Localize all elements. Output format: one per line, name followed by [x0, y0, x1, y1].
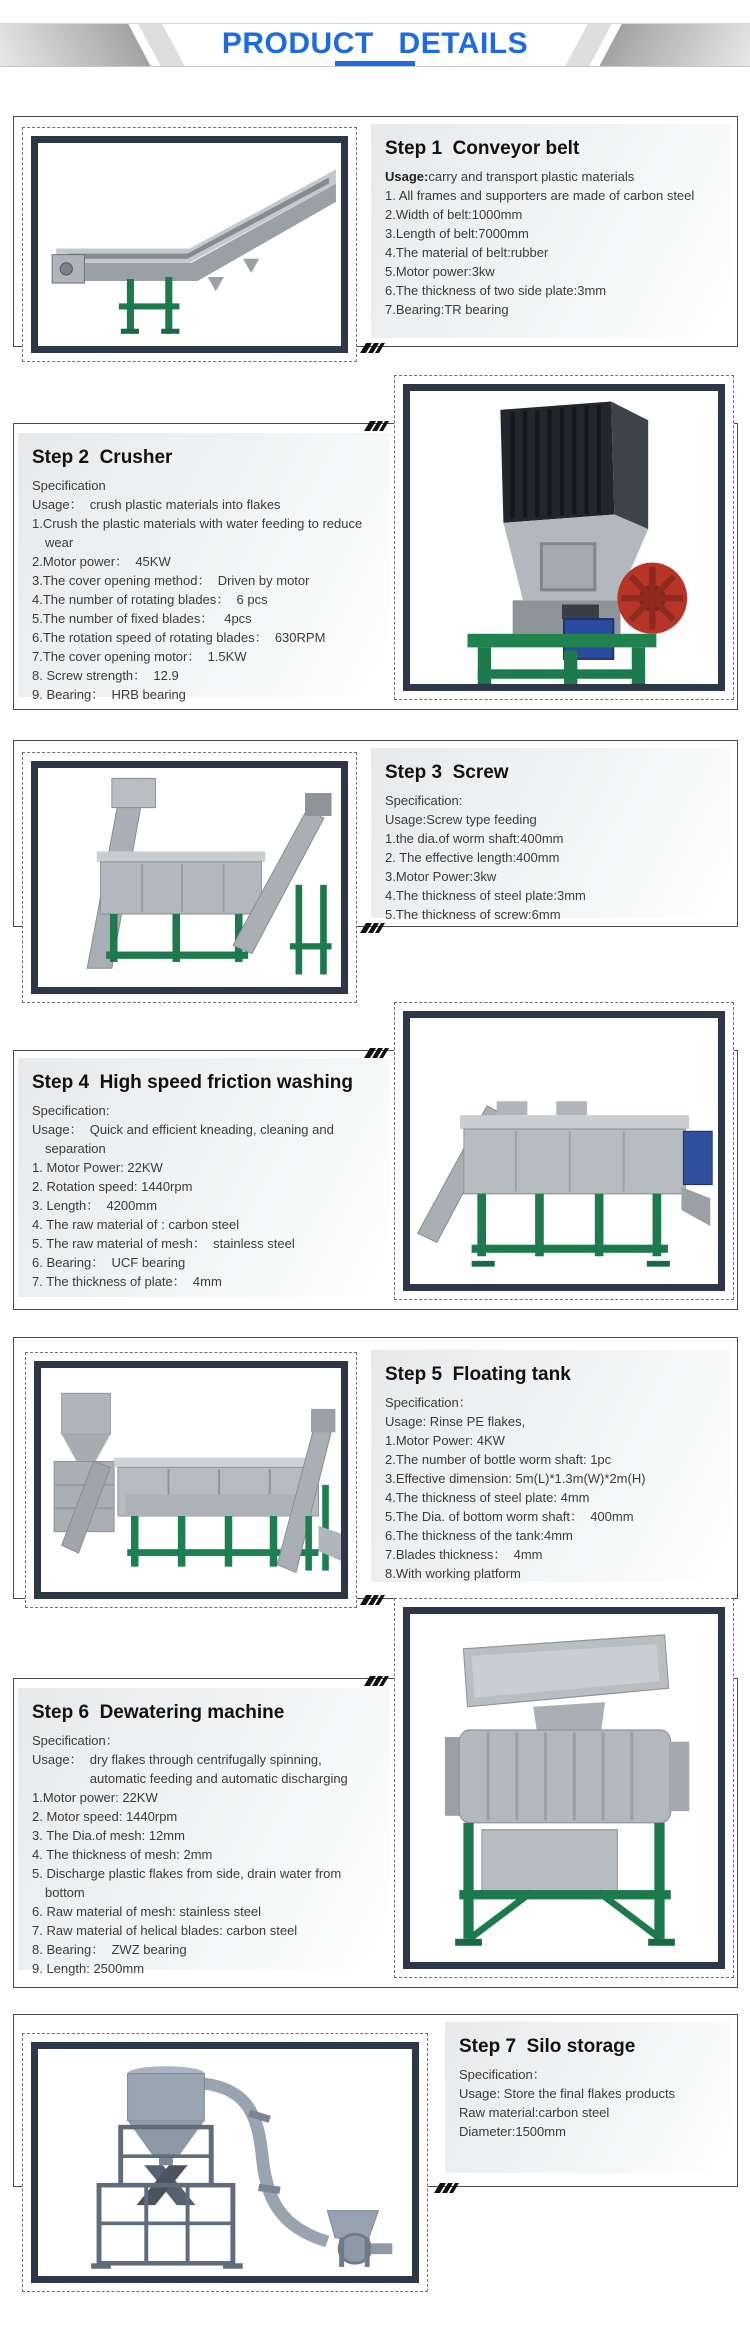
spec-line: 6.The rotation speed of rotating blades： 630RPM	[32, 630, 326, 645]
spec-line: 2.Motor power： 45KW	[32, 554, 171, 569]
step-7-specs	[459, 2065, 717, 2141]
step-1-title: Step 1 Conveyor belt	[385, 138, 580, 159]
crusher-illustration	[410, 391, 718, 684]
spec-line: 7. Raw material of helical blades: carbon steel	[32, 1923, 298, 1938]
spec-line: 5. Discharge plastic flakes from side, drain water from bottom	[32, 1866, 345, 1900]
spec-line: 8. Screw strength： 12.9	[32, 668, 179, 683]
spec-line: 4.The thickness of steel plate:3mm	[385, 888, 586, 903]
step-1-specs	[385, 167, 717, 319]
step-6-textbox	[18, 1688, 390, 1976]
step-3-specs	[385, 791, 717, 924]
spec-line: Specification：	[32, 1733, 119, 1748]
spec-line: 7.Blades thickness： 4mm	[385, 1547, 543, 1562]
spec-line: 4. The raw material of : carbon steel	[32, 1217, 240, 1232]
step-2-specs	[32, 476, 376, 704]
spec-line: 3.The cover opening method： Driven by motor	[32, 573, 310, 588]
step-1-textbox	[371, 124, 731, 338]
spec-line: 5.Motor power:3kw	[385, 264, 495, 279]
step-2-title: Step 2 Crusher	[32, 447, 173, 468]
step-5-title: Step 5 Floating tank	[385, 1364, 571, 1385]
step-5-textbox	[371, 1350, 731, 1582]
step-6-photo	[394, 1598, 734, 1978]
step-3-photo	[22, 752, 357, 1003]
friction-washer-illustration	[410, 1018, 718, 1284]
spec-line: 9. Bearing： HRB bearing	[32, 687, 186, 702]
spec-line: 3.Length of belt:7000mm	[385, 226, 529, 241]
step-5-specs	[385, 1393, 717, 1583]
conveyor-belt-illustration	[38, 143, 341, 346]
hatch-stripes-icon	[360, 920, 387, 930]
spec-line: Usage:Screw type feeding	[385, 812, 537, 827]
spec-line: 6. Raw material of mesh: stainless steel	[32, 1904, 262, 1919]
spec-line: 4.The material of belt:rubber	[385, 245, 549, 260]
spec-line: Usage: Rinse PE flakes,	[385, 1414, 526, 1429]
spec-line: 6.The thickness of the tank:4mm	[385, 1528, 573, 1543]
spec-line: 8. Bearing： ZWZ bearing	[32, 1942, 187, 1957]
spec-line: Specification:	[32, 1103, 110, 1118]
spec-line: 4.The thickness of steel plate: 4mm	[385, 1490, 590, 1505]
hatch-stripes-icon	[360, 340, 387, 350]
spec-line: 7.Bearing:TR bearing	[385, 302, 509, 317]
hatch-stripes-icon	[434, 2180, 461, 2190]
page-title: PRODUCT DETAILS	[221, 27, 529, 60]
spec-line: 7.The cover opening motor： 1.5KW	[32, 649, 247, 664]
spec-line: 3.Motor Power:3kw	[385, 869, 497, 884]
spec-line: 5. The raw material of mesh： stainless steel	[32, 1236, 295, 1251]
spec-line: 1. All frames and supporters are made of carbon steel	[385, 188, 695, 203]
spec-line: 3.Effective dimension: 5m(L)*1.3m(W)*2m(H)	[385, 1471, 646, 1486]
spec-line: 3. The Dia.of mesh: 12mm	[32, 1828, 185, 1843]
spec-line: 8.With working platform	[385, 1566, 521, 1581]
dewatering-machine-illustration	[410, 1614, 718, 1962]
step-1-photo	[22, 127, 357, 362]
spec-line: 1.Motor power: 22KW	[32, 1790, 158, 1805]
step-7-photo	[22, 2033, 428, 2292]
spec-line: 5.The Dia. of bottom worm shaft： 400mm	[385, 1509, 634, 1524]
spec-line: Specification	[32, 478, 106, 493]
spec-line: 4.The number of rotating blades： 6 pcs	[32, 592, 268, 607]
spec-line: Specification：	[385, 1395, 472, 1410]
spec-line: automatic feeding and automatic discharging	[32, 1771, 348, 1786]
screw-feeder-illustration	[38, 768, 341, 987]
spec-line: 1.Crush the plastic materials with water feeding to reduce wear	[32, 516, 366, 550]
title-underline	[335, 61, 415, 66]
spec-line: 2.The number of bottle worm shaft: 1pc	[385, 1452, 612, 1467]
hatch-stripes-icon	[360, 1592, 387, 1602]
step-3-textbox	[371, 748, 731, 922]
spec-line: 2. Rotation speed: 1440rpm	[32, 1179, 193, 1194]
spec-line: Specification：	[459, 2067, 546, 2082]
spec-line: 1. Motor Power: 22KW	[32, 1160, 163, 1175]
step-4-textbox	[18, 1058, 390, 1297]
spec-line: 5.The thickness of screw:6mm	[385, 907, 561, 922]
spec-line: 2. Motor speed: 1440rpm	[32, 1809, 178, 1824]
step-4-photo	[394, 1002, 734, 1300]
spec-line: Usage: Store the final flakes products	[459, 2086, 676, 2101]
step-3-title: Step 3 Screw	[385, 762, 509, 783]
step-4-specs	[32, 1101, 376, 1291]
silo-storage-illustration	[38, 2049, 412, 2276]
step-6-title: Step 6 Dewatering machine	[32, 1702, 285, 1723]
spec-line: Usage： dry flakes through centrifugally spinning,	[32, 1752, 322, 1767]
step-2-photo	[394, 375, 734, 700]
spec-line: 3. Length： 4200mm	[32, 1198, 158, 1213]
spec-line: Raw material:carbon steel	[459, 2105, 610, 2120]
spec-line: 1.Motor Power: 4KW	[385, 1433, 505, 1448]
spec-line: 6.The thickness of two side plate:3mm	[385, 283, 607, 298]
hatch-stripes-icon	[364, 1045, 391, 1055]
step-2-textbox	[18, 433, 390, 702]
step-7-title: Step 7 Silo storage	[459, 2036, 636, 2057]
spec-line: 2.Width of belt:1000mm	[385, 207, 523, 222]
spec-line: 4. The thickness of mesh: 2mm	[32, 1847, 213, 1862]
spec-line: 5.The number of fixed blades： 4pcs	[32, 611, 252, 626]
spec-line: Diameter:1500mm	[459, 2124, 566, 2139]
spec-line: 6. Bearing： UCF bearing	[32, 1255, 186, 1270]
step-4-title: Step 4 High speed friction washing	[32, 1072, 353, 1093]
step-5-photo	[25, 1352, 357, 1608]
spec-line: Usage： crush plastic materials into flakes	[32, 497, 281, 512]
step-7-textbox	[445, 2022, 731, 2173]
hatch-stripes-icon	[364, 1673, 391, 1683]
spec-line: Usage:carry and transport plastic materials	[385, 169, 635, 184]
spec-line: 1.the dia.of worm shaft:400mm	[385, 831, 564, 846]
spec-line: 2. The effective length:400mm	[385, 850, 560, 865]
step-6-specs	[32, 1731, 376, 1978]
floating-tank-illustration	[41, 1368, 341, 1592]
spec-line: 7. The thickness of plate： 4mm	[32, 1274, 222, 1289]
spec-line: 9. Length: 2500mm	[32, 1961, 145, 1976]
spec-line: Usage： Quick and efficient kneading, cleaning and separation	[32, 1122, 338, 1156]
hatch-stripes-icon	[364, 418, 391, 428]
spec-line: Specification:	[385, 793, 463, 808]
